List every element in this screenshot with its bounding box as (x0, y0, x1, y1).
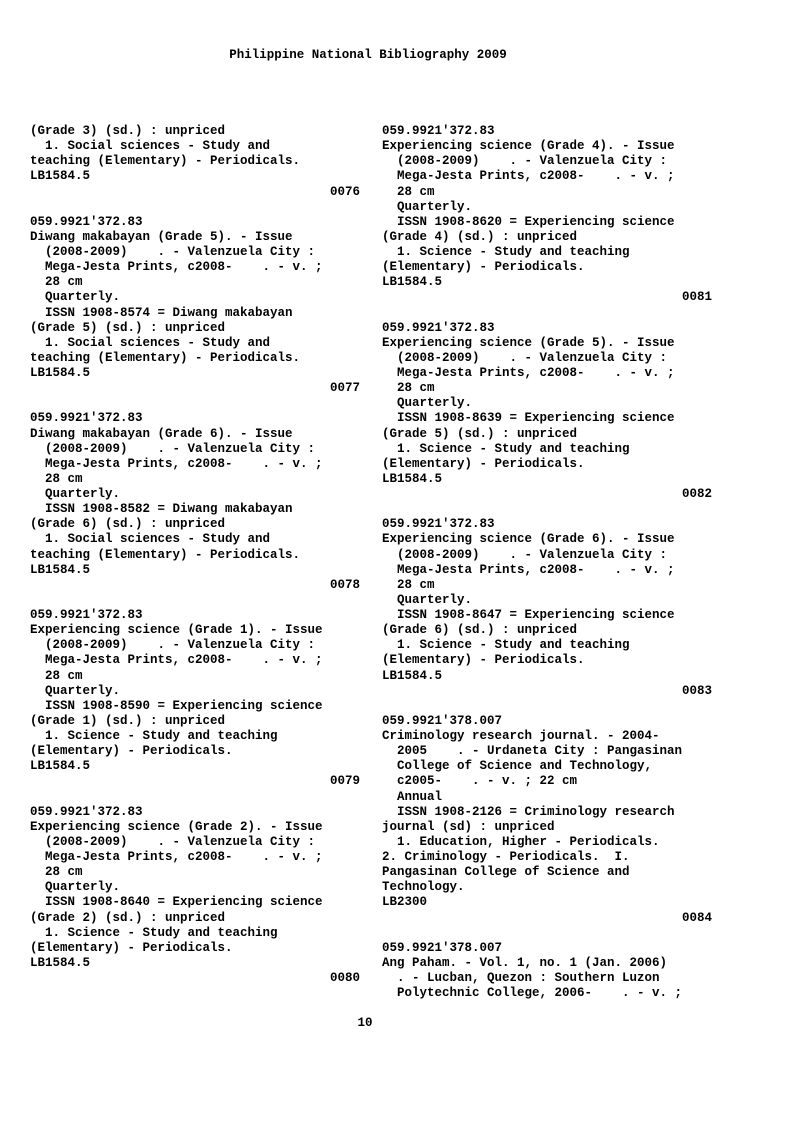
entry-line: ISSN 1908-2126 = Criminology research (382, 804, 675, 819)
entry-line: 1. Social sciences - Study and (30, 532, 271, 547)
class-number: 059.9921'372.83 (382, 124, 495, 138)
entry-line: Polytechnic College, 2006- . - v. ; (382, 986, 683, 1001)
entry-line: (Elementary) - Periodicals. (30, 744, 233, 759)
entry-line: . - Lucban, Quezon : Southern Luzon (382, 971, 660, 985)
class-number: 059.9921'372.83 (30, 411, 143, 426)
entry-line: (Grade 3) (sd.) : unpriced (30, 124, 226, 138)
blank-line (30, 396, 360, 411)
entry-line: 28 cm (382, 577, 435, 592)
entry-line: (Grade 1) (sd.) : unpriced (30, 713, 226, 728)
entry-line: Diwang makabayan (Grade 6). - Issue (30, 426, 293, 441)
entry-line: 28 cm (382, 184, 435, 199)
call-number: LB1584.5 (382, 668, 443, 683)
entry-line: teaching (Elementary) - Periodicals. (30, 547, 301, 562)
entry-line: teaching (Elementary) - Periodicals. (30, 154, 301, 169)
entry-line: 28 cm (30, 471, 83, 486)
blank-line (382, 699, 712, 714)
entry-line: 2005 . - Urdaneta City : Pangasinan (382, 744, 683, 759)
blank-line (30, 790, 360, 805)
entry-line: Diwang makabayan (Grade 5). - Issue (30, 229, 293, 244)
entry-line: Quarterly. (382, 396, 473, 411)
entry-line: Quarterly. (30, 880, 121, 895)
entry-line: c2005- . - v. ; 22 cm (382, 774, 578, 789)
entry-line: Mega-Jesta Prints, c2008- . - v. ; (382, 562, 675, 577)
entry-line: (2008-2009) . - Valenzuela City : (30, 638, 316, 653)
entry-number: 0084 (681, 910, 712, 925)
entry-line: 1. Science - Study and teaching (30, 925, 278, 940)
entry-line: 1. Social sciences - Study and (30, 335, 271, 350)
entry-number: 0083 (681, 683, 712, 698)
entry-line: 28 cm (30, 865, 83, 880)
entry-line: 1. Science - Study and teaching (382, 245, 630, 259)
entry-line: Quarterly. (30, 683, 121, 698)
entry-line: Mega-Jesta Prints, c2008- . - v. ; (30, 850, 323, 864)
entry-line: (2008-2009) . - Valenzuela City : (30, 245, 316, 259)
entry-line: Experiencing science (Grade 6). - Issue (382, 532, 675, 547)
left-column (30, 124, 360, 986)
entry-line: (Grade 6) (sd.) : unpriced (30, 517, 226, 532)
class-number: 059.9921'372.83 (30, 804, 143, 819)
entry-line: teaching (Elementary) - Periodicals. (30, 350, 301, 365)
entry-line: (2008-2009) . - Valenzuela City : (30, 441, 316, 456)
entry-line: (Grade 6) (sd.) : unpriced (382, 623, 578, 638)
blank-line (382, 502, 712, 517)
entry-line: ISSN 1908-8590 = Experiencing science (30, 698, 323, 713)
entry-line: 28 cm (30, 668, 83, 683)
entry-line: (Elementary) - Periodicals. (382, 456, 585, 471)
entry-line: Experiencing science (Grade 4). - Issue (382, 139, 675, 154)
entry-line: Mega-Jesta Prints, c2008- . - v. ; (382, 169, 675, 184)
call-number: LB1584.5 (30, 759, 91, 774)
entry-line: 1. Science - Study and teaching (382, 441, 630, 456)
entry-line: 2. Criminology - Periodicals. I. (382, 850, 630, 864)
entry-line: 1. Science - Study and teaching (30, 729, 278, 743)
entry-line: Technology. (382, 880, 465, 895)
entry-line: (Elementary) - Periodicals. (382, 260, 585, 275)
class-number: 059.9921'372.83 (382, 517, 495, 532)
entry-line: 28 cm (30, 275, 83, 290)
entry-line: (2008-2009) . - Valenzuela City : (382, 350, 668, 365)
entry-line: (Grade 2) (sd.) : unpriced (30, 910, 226, 925)
entry-line: ISSN 1908-8574 = Diwang makabayan (30, 305, 293, 320)
call-number: LB1584.5 (30, 169, 91, 184)
entry-number: 0080 (329, 971, 360, 985)
right-column (382, 124, 712, 1001)
call-number: LB2300 (382, 895, 428, 910)
entry-line: (Elementary) - Periodicals. (382, 653, 585, 668)
entry-line: (Grade 5) (sd.) : unpriced (382, 426, 578, 441)
call-number: LB1584.5 (382, 471, 443, 486)
class-number: 059.9921'378.007 (382, 940, 503, 955)
entry-line: Experiencing science (Grade 2). - Issue (30, 819, 323, 834)
entry-number: 0076 (329, 184, 360, 199)
blank-line (30, 200, 360, 215)
entry-line: Mega-Jesta Prints, c2008- . - v. ; (30, 456, 323, 471)
entry-line: (2008-2009) . - Valenzuela City : (30, 834, 316, 849)
blank-line (30, 593, 360, 608)
entry-line: Mega-Jesta Prints, c2008- . - v. ; (30, 260, 323, 275)
entry-line: Quarterly. (30, 290, 121, 305)
entry-line: Experiencing science (Grade 5). - Issue (382, 335, 675, 350)
entry-line: ISSN 1908-8620 = Experiencing science (382, 214, 675, 229)
entry-line: ISSN 1908-8639 = Experiencing science (382, 411, 675, 426)
entry-line: 28 cm (382, 381, 435, 396)
entry-number: 0077 (329, 381, 360, 396)
entry-line: Pangasinan College of Science and (382, 865, 630, 880)
entry-line: journal (sd) : unpriced (382, 819, 555, 834)
entry-line: ISSN 1908-8647 = Experiencing science (382, 608, 675, 622)
page-number: 10 (357, 1016, 373, 1030)
entry-line: 1. Science - Study and teaching (382, 638, 630, 653)
class-number: 059.9921'372.83 (30, 214, 143, 229)
entry-line: Experiencing science (Grade 1). - Issue (30, 623, 323, 638)
blank-line (382, 306, 712, 321)
blank-line (382, 926, 712, 941)
entry-number: 0081 (681, 290, 712, 305)
class-number: 059.9921'372.83 (382, 320, 495, 335)
entry-line: College of Science and Technology, (382, 759, 653, 774)
entry-line: ISSN 1908-8640 = Experiencing science (30, 895, 323, 910)
running-header: Philippine National Bibliography 2009 (229, 48, 507, 62)
entry-line: Criminology research journal. - 2004- (382, 729, 660, 743)
call-number: LB1584.5 (30, 366, 91, 380)
entry-line: Ang Paham. - Vol. 1, no. 1 (Jan. 2006) (382, 955, 668, 970)
entry-line: Quarterly. (30, 487, 121, 501)
entry-number: 0079 (329, 774, 360, 789)
entry-line: Quarterly. (382, 592, 473, 607)
entry-line: Quarterly. (382, 199, 473, 214)
call-number: LB1584.5 (30, 955, 91, 970)
entry-line: 1. Social sciences - Study and (30, 139, 271, 154)
entry-line: (Grade 5) (sd.) : unpriced (30, 320, 226, 335)
entry-line: Mega-Jesta Prints, c2008- . - v. ; (30, 653, 323, 668)
entry-line: (Grade 4) (sd.) : unpriced (382, 229, 578, 244)
entry-number: 0078 (329, 577, 360, 592)
entry-line: ISSN 1908-8582 = Diwang makabayan (30, 502, 293, 517)
entry-line: (Elementary) - Periodicals. (30, 940, 233, 955)
entry-line: Annual (382, 789, 443, 804)
entry-line: (2008-2009) . - Valenzuela City : (382, 154, 668, 169)
entry-line: 1. Education, Higher - Periodicals. (382, 834, 660, 849)
class-number: 059.9921'372.83 (30, 608, 143, 622)
class-number: 059.9921'378.007 (382, 713, 503, 728)
entry-line: Mega-Jesta Prints, c2008- . - v. ; (382, 366, 675, 380)
call-number: LB1584.5 (30, 562, 91, 577)
call-number: LB1584.5 (382, 275, 443, 290)
entry-number: 0082 (681, 487, 712, 501)
entry-line: (2008-2009) . - Valenzuela City : (382, 547, 668, 562)
